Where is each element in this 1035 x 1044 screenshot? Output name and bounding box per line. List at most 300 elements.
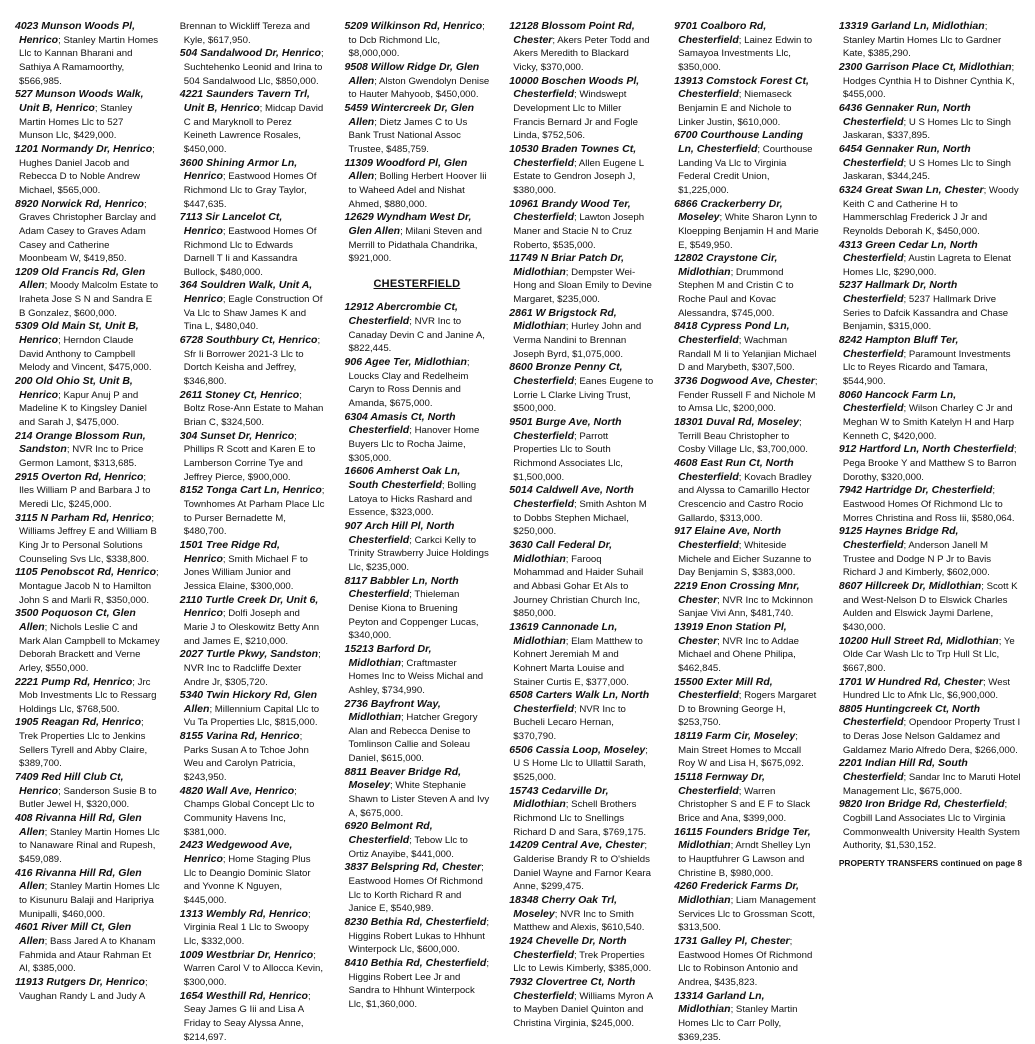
- property-transfer-entry: [180, 539, 325, 594]
- property-transfer-entry: [180, 839, 325, 907]
- property-address: 15213 Barford Dr, Midlothian: [344, 642, 432, 669]
- property-address: 6866 Crackerberry Dr, Moseley: [674, 197, 783, 224]
- transfer-details: ; Sanderson Susie B to Butler Jewel H, $320,000.: [19, 785, 157, 811]
- transfer-details: ; Boltz Rose-Ann Estate to Mahan Brian C, $324,500.: [183, 389, 324, 429]
- transfer-details: ; Vaughan Randy L and Judy A: [19, 976, 148, 1002]
- transfer-details: ; Tebow Llc to Ortiz Anayibe, $441,000.: [348, 835, 468, 860]
- property-transfer-entry: [839, 184, 1022, 239]
- property-address: 5237 Hallmark Dr, North Chesterfield: [838, 279, 958, 306]
- transfer-details: ; Kapur Anuj P and Madeline K to Kingsley Daniel and Sarah J, $475,000.: [19, 389, 147, 429]
- transfer-details: ; Eastwood Homes Of Richmond Llc to Gray Taylor, $447,635.: [183, 171, 317, 210]
- transfer-details: ; Virginia Real 1 Llc to Swoopy Llc, $332,000.: [183, 908, 311, 947]
- property-address: 18348 Cherry Oak Trl, Moseley: [509, 894, 618, 920]
- continued-footer: PROPERTY TRANSFERS continued on page 8: [838, 858, 1023, 869]
- transfer-details: ; Wilson Charley C Jr and Meghan W to Smith Katelyn H and Harp Kenneth C, $420,000.: [842, 403, 1015, 442]
- transfer-details: ; Carkci Kelly to Trinity Strawberry Juice Holdings Llc, $235,000.: [348, 534, 489, 573]
- property-transfer-entry: [180, 279, 325, 334]
- property-address: 1905 Reagan Rd, Henrico: [15, 716, 142, 729]
- property-transfer-entry: [509, 361, 654, 416]
- transfer-details: ; Lawton Joseph Maner and Stacie N to Cruz Roberto, $535,000.: [513, 212, 645, 251]
- transfer-details: ; West Hundred Llc to Afnk Llc, $6,900,000.: [842, 676, 1011, 702]
- property-address: 13919 Enon Station Pl, Chester: [674, 620, 787, 647]
- property-transfer-entry: [509, 416, 654, 484]
- transfer-details: ; Fender Russell F and Nichole M to Amsa Llc, $200,000.: [678, 376, 818, 415]
- transfer-details: ; Parrott Properties Llc to South Richmond Associates Llc, $1,500,000.: [513, 430, 623, 483]
- transfer-details: ; Eagle Construction Of Va Llc to Shaw James K and Tina L, $480,040.: [183, 294, 323, 333]
- property-address: 9125 Haynes Bridge Rd, Chesterfield: [838, 525, 959, 551]
- property-transfer-entry: [345, 356, 490, 411]
- property-transfer-entry: [509, 143, 654, 198]
- transfer-details: ; NVR Inc to Bucheli Lecaro Hernan, $370,790.: [513, 703, 626, 743]
- property-transfer-entry: [15, 676, 160, 717]
- property-transfer-entry: [674, 580, 819, 621]
- transfer-details: ; NVR Inc to Smith Matthew and Alexis, $610,540.: [513, 908, 645, 934]
- transfer-details: ; Suchtehenko Leonid and Irina to 504 Sandalwood Llc, $850,000.: [183, 48, 324, 87]
- transfer-details: ; Midcap David C and Maryknoll to Perez Keineth Lawrence Rosales, $450,000.: [183, 102, 324, 155]
- property-transfer-entry: [15, 375, 160, 430]
- transfer-details: ; Herndon Claude David Anthony to Campbell Melody and Vincent, $475,000.: [19, 335, 152, 374]
- property-transfer-entry: [345, 20, 490, 61]
- transfer-details: ; Scott K and West-Nelson D to Elswick Charles Aulden and Elswick Jaymi Darlene, $430,000.: [842, 580, 1018, 633]
- property-transfer-entry: [345, 520, 490, 575]
- transfer-details: ; Millennium Capital Llc to Vu Ta Properties Llc, $815,000.: [183, 703, 320, 729]
- property-transfer-entry: [15, 198, 160, 266]
- property-address: 10000 Boschen Woods Pl, Chesterfield: [509, 74, 640, 101]
- property-address: 11309 Woodford Pl, Glen Allen: [344, 156, 468, 183]
- transfer-details: ; Stanley Martin Homes Llc to Kisunuru Balaji and Haripriya Munipalli, $460,000.: [19, 881, 160, 920]
- listing-column: [664, 20, 829, 1043]
- property-transfer-entry: [509, 621, 654, 689]
- property-address: 2219 Enon Crossing Mnr, Chester: [674, 579, 800, 606]
- property-transfer-entry: [674, 621, 819, 676]
- property-transfer-entry: [839, 703, 1022, 758]
- property-transfer-entry: [180, 484, 325, 539]
- property-address: 8805 Huntingcreek Ct, North Chesterfield: [838, 702, 981, 729]
- transfer-details: ; NVR Inc to Addae Michael and Ohene Philipa, $462,845.: [678, 635, 800, 674]
- property-transfer-entry: [15, 867, 160, 922]
- property-address: 6454 Gennaker Run, North Chesterfield: [838, 142, 971, 169]
- property-transfer-entry: [509, 539, 654, 621]
- transfer-details: ; Austin Lagreta to Elenat Homes Llc, $290,000.: [842, 253, 1012, 278]
- property-transfer-entry: [15, 566, 160, 607]
- property-transfer-entry: [345, 957, 490, 1012]
- transfer-details: ; Stanley Martin Homes Llc to Nanaware Rinal and Rupesh, $459,089.: [19, 826, 160, 866]
- transfer-details: ; Main Street Homes to Mccall Roy W and Lisa H, $675,092.: [678, 731, 804, 770]
- property-address: 2736 Bayfront Way, Midlothian: [344, 697, 441, 724]
- property-address: 8811 Beaver Bridge Rd, Moseley: [344, 765, 462, 792]
- property-transfer-entry: [674, 935, 819, 990]
- transfer-details: ; Cogbill Land Associates Llc to Virginia Commonwealth University Health System Authority, $1,530,152.: [842, 799, 1020, 852]
- transfer-details: ; Eastwood Homes Of Richmond Llc to Robinson Antonio and Andrea, $435,823.: [678, 935, 813, 988]
- property-transfer-entry: [674, 129, 819, 197]
- property-address: 1501 Tree Ridge Rd, Henrico: [179, 538, 280, 565]
- property-address: 527 Munson Woods Walk, Unit B, Henrico: [15, 88, 144, 114]
- property-address: 912 Hartford Ln, North Chesterfield: [838, 443, 1014, 456]
- transfer-details: ; U S Homes Llc to Singh Jaskaran, $344,245.: [842, 157, 1012, 183]
- property-transfer-entry: [839, 20, 1022, 61]
- property-address: 6700 Courthouse Landing Ln, Chesterfield: [674, 129, 803, 155]
- transfer-details: ; Wachman Randall M Ii to Yelanjian Michael D and Marybeth, $307,500.: [678, 335, 817, 374]
- property-transfer-entry: [15, 320, 160, 375]
- property-address: 2221 Pump Rd, Henrico: [15, 675, 133, 688]
- transfer-details: ; Jrc Mob Investments Llc to Ressarg Holdings Llc, $768,500.: [19, 676, 157, 715]
- property-transfer-entry: [180, 334, 325, 389]
- transfer-details: ; Phillips R Scott and Karen E to Lamberson Corrine Tye and Jeffrey Pierce, $900,000.: [183, 430, 316, 483]
- property-transfer-entry: [674, 252, 819, 320]
- property-transfer-entry: [345, 465, 490, 520]
- property-transfer-entry: [180, 157, 325, 212]
- transfer-details: ; Woody Keith C and Catherine H to Hammerschlag Frederick J Jr and Reynolds Deborah K, $450,000.: [842, 184, 1019, 237]
- property-transfer-entry: [839, 525, 1022, 580]
- property-address: 9701 Coalboro Rd, Chesterfield: [674, 20, 767, 46]
- property-address: 5209 Wilkinson Rd, Henrico: [344, 20, 483, 32]
- listing-column: [499, 20, 664, 1029]
- property-transfer-entry: [839, 757, 1022, 798]
- property-transfer-entry: [839, 580, 1022, 635]
- property-transfer-entry: [180, 990, 325, 1044]
- property-transfer-entry: [674, 375, 819, 416]
- property-transfer-entry: [674, 416, 819, 457]
- property-address: 1731 Galley Pl, Chester: [674, 934, 790, 947]
- property-transfer-entry: [180, 88, 325, 156]
- transfer-details: ; Bolling Herbert Hoover Iii to Waheed Adel and Nishat Ahmed, $880,000.: [348, 171, 487, 210]
- property-transfer-entry: [180, 20, 325, 47]
- property-transfer-entry: [180, 594, 325, 649]
- property-address: 3837 Belspring Rd, Chester: [344, 861, 482, 874]
- property-address: 416 Rivanna Hill Rd, Glen Allen: [15, 866, 142, 893]
- property-address: 8152 Tonga Cart Ln, Henrico: [179, 484, 322, 497]
- property-address: 906 Agee Ter, Midlothian: [344, 356, 467, 369]
- transfer-details: ; Loucks Clay and Redelheim Caryn to Ross Dennis and Amanda, $675,000.: [348, 357, 470, 410]
- property-address: 1105 Penobscot Rd, Henrico: [15, 566, 157, 579]
- property-transfer-entry: [345, 301, 490, 356]
- transfer-details: ; 5237 Hallmark Drive Series to Dafcik Kassandra and Chase Benjamin, $315,000.: [842, 294, 1009, 333]
- property-address: 9508 Willow Ridge Dr, Glen Allen: [344, 60, 480, 87]
- property-address: 15743 Cedarville Dr, Midlothian: [509, 784, 609, 811]
- section-heading: CHESTERFIELD: [373, 277, 461, 290]
- property-address: 12128 Blossom Point Rd, Chester: [509, 20, 635, 46]
- property-transfer-entry: [180, 47, 325, 88]
- property-address: 13314 Garland Ln, Midlothian: [674, 989, 765, 1016]
- property-address: 2915 Overton Rd, Henrico: [15, 470, 144, 483]
- transfer-details: ; Stanley Martin Homes Llc to Gardner Kate, $385,290.: [842, 21, 1002, 60]
- property-address: 13913 Comstock Forest Ct, Chesterfield: [674, 74, 809, 101]
- property-transfer-entry: [345, 61, 490, 102]
- transfer-details: ; Sandar Inc to Maruti Hotel Management Llc, $675,000.: [842, 772, 1021, 797]
- listing-column: [335, 20, 500, 1010]
- property-transfer-entry: [180, 689, 325, 730]
- property-transfer-entry: [674, 20, 819, 75]
- property-address: 6436 Gennaker Run, North Chesterfield: [838, 101, 971, 128]
- property-transfer-entry: [509, 976, 654, 1031]
- property-address: 8418 Cypress Pond Ln, Chesterfield: [674, 320, 790, 347]
- property-transfer-entry: [15, 266, 160, 321]
- transfer-details: ; Elam Matthew to Kohnert Jeremiah M and Kohnert Marta Louise and Stainer Curtis E, $377,000.: [513, 635, 643, 688]
- transfer-details: ; Iles William P and Barbara J to Meredi Llc, $245,000.: [19, 471, 151, 510]
- property-transfer-entry: [674, 525, 819, 580]
- transfer-details: ; Eastwood Homes Of Richmond Llc to Edwards Darnell T Ii and Kassandra Bullock, $480,000.: [183, 225, 317, 278]
- property-transfer-entry: [674, 198, 819, 253]
- property-transfer-entry: [509, 20, 654, 75]
- property-transfer-entry: [509, 252, 654, 307]
- property-address: 1313 Wembly Rd, Henrico: [179, 907, 308, 920]
- property-transfer-entry: [839, 443, 1022, 484]
- transfer-details: ; Hodges Cynthia H to Dishner Cynthia K, $455,000.: [842, 61, 1015, 101]
- transfer-details: ; Liam Management Services Llc to Grossman Scott, $313,500.: [678, 895, 816, 934]
- property-address: 2423 Wedgewood Ave, Henrico: [179, 839, 293, 866]
- transfer-details: ; Nichols Leslie C and Mark Alan Campbell to Mckamey Deborah Brackett and Verne Arley, $550,000.: [19, 621, 160, 674]
- property-address: 12912 Abercrombie Ct, Chesterfield: [344, 301, 458, 328]
- property-transfer-entry: [15, 976, 160, 1003]
- property-transfer-entry: [839, 239, 1022, 280]
- transfer-details: ; Allen Eugene L Estate to Gendron Joseph J, $380,000.: [513, 157, 644, 196]
- transfer-details: ; NVR Inc to Radcliffe Dexter Andre Jr, $305,720.: [183, 649, 321, 688]
- property-address: 8242 Hampton Bluff Ter, Chesterfield: [838, 334, 959, 360]
- property-transfer-entry: [839, 798, 1022, 853]
- property-transfer-entry: [15, 512, 160, 567]
- property-address: 6506 Cassia Loop, Moseley: [509, 743, 646, 756]
- transfer-details: ; Stanley Martin Homes Llc to 527 Munson Llc, $429,000.: [19, 102, 133, 142]
- property-address: 9501 Burge Ave, North Chesterfield: [509, 416, 622, 442]
- property-address: 12629 Wyndham West Dr, Glen Allen: [344, 211, 472, 237]
- transfer-details: ; Courthouse Landing Va Llc to Virginia Federal Credit Union, $1,225,000.: [678, 143, 813, 196]
- property-transfer-entry: [839, 484, 1022, 525]
- property-address: 3630 Call Federal Dr, Midlothian: [509, 538, 613, 565]
- property-address: 6728 Southbury Ct, Henrico: [179, 334, 318, 347]
- transfer-details: ; Lainez Edwin to Samayoa Investments Llc, $350,000.: [678, 34, 813, 73]
- transfer-details: ; NVR Inc to Canaday Devin C and Janine A, $822,445.: [348, 316, 485, 355]
- listing-column: [170, 20, 335, 1043]
- property-transfer-entry: [674, 771, 819, 826]
- transfer-details: ; Thieleman Denise Kiona to Bruening Peyton and Coppenger Lucas, $340,000.: [348, 589, 479, 642]
- transfer-details: ; Moody Malcolm Estate to Iraheta Jose S N and Sandra E B Gonzalez, $600,000.: [19, 280, 159, 319]
- transfer-details: ; U S Homes Llc to Singh Jaskaran, $337,895.: [842, 116, 1012, 142]
- property-transfer-entry: [345, 861, 490, 916]
- property-transfer-entry: [509, 839, 654, 894]
- property-transfer-entry: [15, 20, 160, 88]
- property-address: 1009 Westbriar Dr, Henrico: [179, 948, 314, 961]
- property-address: 2300 Garrison Place Ct, Midlothian: [838, 60, 1012, 73]
- property-transfer-entry: [345, 916, 490, 957]
- transfer-details: ; Dempster Wei-Hong and Sloan Emily to Devine Margaret, $235,000.: [513, 266, 652, 306]
- transfer-details: ; Galderise Brandy R to O'shields Daniel Wayne and Farnor Keara Anne, $299,475.: [513, 840, 651, 893]
- transfer-details: ; Arndt Shelley Lyn to Hauptfuhrer G Lawson and Christine B, $980,000.: [678, 840, 811, 879]
- transfer-details: ; Dolfi Joseph and Marie J to Oleskowitz Betty Ann and James E, $210,000.: [183, 608, 320, 647]
- property-transfer-entry: [15, 88, 160, 143]
- property-address: 8920 Norwick Rd, Henrico: [15, 197, 144, 210]
- transfer-details: ; Eastwood Homes Of Richmond Llc to Morres Christina and Ross Iii, $580,064.: [842, 485, 1015, 524]
- property-transfer-entry: [509, 744, 654, 785]
- transfer-details: ; Smith Michael F to Jones William Junior and Jessica Elaine, $300,000.: [183, 553, 308, 592]
- transfer-details: ; Williams Jeffrey E and William B King Jr to Personal Solutions Counseling Svs Llc, $338,800.: [19, 512, 157, 565]
- property-transfer-entry: [180, 908, 325, 949]
- transfer-details: ; Eanes Eugene to Lorrie L Clarke Living Trust, $500,000.: [513, 376, 654, 415]
- property-transfer-entry: [15, 143, 160, 198]
- property-address: 1201 Normandy Dr, Henrico: [15, 142, 153, 155]
- property-transfer-entry: [180, 949, 325, 990]
- property-address: 15500 Exter Mill Rd, Chesterfield: [674, 675, 773, 702]
- property-transfer-entry: [180, 389, 325, 430]
- property-transfer-entry: [509, 198, 654, 253]
- property-transfer-entry: [674, 826, 819, 881]
- property-address: 907 Arch Hill Pl, North Chesterfield: [344, 519, 455, 546]
- property-address: 2861 W Brigstock Rd, Midlothian: [509, 306, 617, 333]
- transfer-details: ; Pega Brooke Y and Matthew S to Barron Dorothy, $320,000.: [842, 444, 1017, 483]
- transfer-details: ; Graves Christopher Barclay and Adam Casey to Graves Adam Casey and Catherine Moonbeam W, $419,850.: [19, 198, 156, 265]
- property-transfer-entry: [345, 102, 490, 157]
- property-address: 3736 Dogwood Ave, Chester: [674, 375, 815, 388]
- transfer-details: ; Champs Global Concept Llc to Community Havens Inc, $381,000.: [183, 785, 315, 838]
- property-address: 364 Souldren Walk, Unit A, Henrico: [179, 279, 313, 306]
- property-transfer-entry: [839, 279, 1022, 334]
- property-transfer-entry: [345, 698, 490, 766]
- property-address: 4023 Munson Woods Pl, Henrico: [15, 20, 135, 46]
- property-transfer-entry: [345, 411, 490, 466]
- property-address: 6324 Great Swan Ln, Chester: [838, 183, 984, 196]
- property-address: 6920 Belmont Rd, Chesterfield: [344, 820, 433, 847]
- property-address: 4313 Green Cedar Ln, North Chesterfield: [838, 238, 978, 265]
- property-address: 1701 W Hundred Rd, Chester: [838, 675, 983, 688]
- property-address: 214 Orange Blossom Run, Sandston: [15, 429, 146, 456]
- transfer-details: ; Stanley Martin Homes Llc to Carr Polly, $369,235.: [678, 1004, 798, 1043]
- property-address: 10961 Brandy Wood Ter, Chesterfield: [509, 197, 631, 224]
- property-address: 11749 N Briar Patch Dr, Midlothian: [509, 252, 625, 278]
- property-transfer-entry: [674, 730, 819, 771]
- property-address: 16115 Founders Bridge Ter, Midlothian: [674, 825, 811, 852]
- transfer-details: ; Farooq Mohammad and Haider Suhail and Abbasi Gohar Et Als to Journey Christian Church Inc, $850,000.: [513, 553, 644, 620]
- property-address: 18301 Duval Rd, Moseley: [674, 416, 799, 429]
- property-transfer-entry: [839, 143, 1022, 184]
- transfer-details: ; Terrill Beau Christopher to Cosby Village Llc, $3,700,000.: [678, 417, 808, 456]
- transfer-details: ; Bolling Latoya to Hicks Rashard and Essence, $323,000.: [348, 480, 477, 519]
- property-address: 304 Sunset Dr, Henrico: [179, 429, 295, 442]
- transfer-details: ; Akers Peter Todd and Akers Meredith to Blackard Vicky, $370,000.: [513, 34, 650, 73]
- property-transfer-entry: [509, 894, 654, 935]
- transfer-details: ; Ye Olde Car Wash Llc to Trp Hull St Llc, $667,800.: [842, 635, 1015, 674]
- transfer-details: ; Windswept Development Llc to Miller Francis Bernard Jr and Fogle Linda, $752,506.: [513, 89, 638, 142]
- property-transfer-entry: [674, 880, 819, 935]
- property-transfer-entry: [839, 334, 1022, 389]
- transfer-details: ; Hughes Daniel Jacob and Rebecca D to Noble Andrew Michael, $565,000.: [19, 143, 155, 196]
- property-transfer-entry: [15, 921, 160, 976]
- property-transfer-entry: [15, 812, 160, 867]
- property-transfer-entry: [180, 648, 325, 689]
- transfer-details: ; Bass Jared A to Khanam Fahmida and Ataur Rahman Et Al, $385,000.: [19, 935, 156, 975]
- transfer-details: ; Montague Jacob N to Hamilton John S and Marli R, $350,000.: [19, 567, 159, 606]
- property-address: 2611 Stoney Ct, Henrico: [179, 388, 300, 401]
- transfer-details: ; Trek Properties Llc to Lewis Kimberly, $385,000.: [513, 949, 652, 975]
- transfer-details: ; Drummond Stephen M and Cristin C to Roche Paul and Kovac Alessandra, $745,000.: [678, 266, 794, 319]
- property-address: 9820 Iron Bridge Rd, Chesterfield: [838, 798, 1005, 811]
- property-address: 2027 Turtle Pkwy, Sandston: [179, 648, 319, 661]
- property-transfer-entry: [345, 766, 490, 821]
- property-address: 8060 Hancock Farm Ln, Chesterfield: [838, 388, 957, 415]
- transfer-details: ; Alston Gwendolyn Denise to Hauter Mahyoob, $450,000.: [348, 75, 490, 101]
- transfer-details: ; Higgins Robert Lee Jr and Sandra to Hhhunt Winterpock Llc, $1,360,000.: [348, 957, 490, 1010]
- property-address: 6304 Amasis Ct, North Chesterfield: [344, 410, 456, 437]
- property-address: 408 Rivanna Hill Rd, Glen Allen: [15, 812, 142, 838]
- property-address: 12802 Craystone Cir, Midlothian: [674, 252, 778, 278]
- listing-column: [5, 20, 170, 1002]
- property-address: 917 Elaine Ave, North Chesterfield: [674, 525, 782, 551]
- transfer-details: ; Hatcher Gregory Alan and Rebecca Denise to Tomlinson Callie and Soleau Daniel, $615,000.: [348, 712, 478, 765]
- property-transfer-entry: [509, 75, 654, 143]
- transfer-details: ; Hanover Home Buyers Llc to Rocha Jaime, $305,000.: [348, 425, 480, 464]
- property-transfer-entry: [180, 785, 325, 840]
- property-address: 1924 Chevelle Dr, North Chesterfield: [509, 934, 627, 961]
- property-address: 10530 Braden Townes Ct, Chesterfield: [509, 142, 637, 169]
- transfer-details: ; U S Home Llc to Ullattil Sarath, $525,000.: [513, 744, 648, 784]
- property-address: 8117 Babbler Ln, North Chesterfield: [344, 574, 459, 601]
- listing-column: [829, 20, 1032, 990]
- property-transfer-entry: [674, 75, 819, 130]
- transfer-details: ; Dietz James C to Us Bank Trust National Assoc Trustee, $485,759.: [348, 116, 468, 155]
- property-address: 10200 Hull Street Rd, Midlothian: [838, 634, 999, 647]
- property-transfer-entry: [674, 990, 819, 1044]
- property-address: 3500 Poquoson Ct, Glen Allen: [15, 607, 136, 633]
- property-transfer-entry: [180, 730, 325, 785]
- transfer-details: ; Eastwood Homes Of Richmond Llc to Korth Richard R and Janice E, $540,989.: [348, 862, 484, 915]
- property-transfer-entry: [839, 389, 1022, 444]
- transfer-details: ; Warren Christopher S and E F to Slack Brice and Ana, $399,000.: [678, 785, 811, 825]
- transfer-details: ; NVR Inc to Price Germon Lamont, $313,685.: [19, 444, 144, 469]
- transfer-details: ; Schell Brothers Richmond Llc to Snellings Richard D and Sara, $769,175.: [513, 799, 646, 838]
- property-transfer-entry: [345, 643, 490, 698]
- property-address: 1209 Old Francis Rd, Glen Allen: [15, 265, 146, 292]
- property-transfer-entry: [345, 157, 490, 212]
- transfer-details: ; Rogers Margaret D to Browning George H, $253,750.: [678, 690, 817, 729]
- property-address: 5309 Old Main St, Unit B, Henrico: [15, 320, 139, 347]
- property-transfer-entry: [509, 785, 654, 840]
- transfer-details: ; Anderson Janell M Trustee and Dodge N P Jr to Bavis Richard J and Kimberly, $602,000.: [842, 539, 992, 579]
- transfer-details: ; Seay James G Iii and Lisa A Friday to Seay Alyssa Anne, $214,697.: [183, 990, 311, 1043]
- transfer-details: ; Home Staging Plus Llc to Deangio Dominic Slator and Yvonne K Nguyen, $445,000.: [183, 854, 311, 906]
- transfer-details: ; Kovach Bradley and Alyssa to Camarillo Hector Crescencio and Castro Rocio Gallardo, $313,000.: [678, 471, 812, 524]
- property-transfer-entry: [15, 716, 160, 771]
- property-address: 4820 Wall Ave, Henrico: [179, 784, 295, 797]
- property-address: 13319 Garland Ln, Midlothian: [838, 20, 985, 32]
- property-address: 4260 Frederick Farms Dr, Midlothian: [674, 880, 799, 906]
- property-address: 4221 Saunders Tavern Trl, Unit B, Henrico: [179, 88, 310, 114]
- property-transfer-entry: [509, 484, 654, 539]
- property-address: 8230 Bethia Rd, Chesterfield: [344, 916, 487, 928]
- property-address: 4608 East Run Ct, North Chesterfield: [674, 457, 794, 483]
- transfer-details: ; Townhomes At Parham Place Llc to Purser Bernadette M, $480,700.: [183, 485, 325, 538]
- transfer-details: ; White Stephanie Shawn to Lister Steven A and Ivy A, $675,000.: [348, 780, 490, 819]
- transfer-details: ; Paramount Investments Llc to Reyes Ricardo and Tamara, $544,900.: [842, 348, 1011, 388]
- property-transfer-entry: [15, 471, 160, 512]
- transfer-details: ; Hurley John and Verma Nandini to Brennan Joseph Byrd, $1,075,000.: [513, 321, 642, 360]
- property-transfer-entry: [345, 820, 490, 861]
- property-transfer-entry: [15, 607, 160, 675]
- property-transfer-entry: [345, 575, 490, 643]
- property-address: 8410 Bethia Rd, Chesterfield: [344, 956, 487, 969]
- property-address: 8607 Hillcreek Dr, Midlothian: [838, 579, 982, 592]
- property-address: 2201 Indian Hill Rd, South Chesterfield: [838, 757, 968, 784]
- property-transfer-entry: [674, 457, 819, 525]
- property-transfer-entry: [180, 430, 325, 485]
- property-address: 7113 Sir Lancelot Ct, Henrico: [179, 211, 283, 237]
- property-transfer-entry: [839, 635, 1022, 676]
- property-transfer-entry: [839, 102, 1022, 143]
- property-transfer-entry: [839, 676, 1022, 703]
- property-address: 14209 Central Ave, Chester: [509, 839, 645, 852]
- property-address: 4601 River Mill Ct, Glen Allen: [15, 921, 132, 947]
- property-address: 200 Old Ohio St, Unit B, Henrico: [15, 375, 133, 401]
- property-address: 8600 Bronze Penny Ct, Chesterfield: [509, 361, 623, 388]
- transfer-details: ; Sfr Ii Borrower 2021-3 Llc to Dortch Keisha and Jeffrey, $346,800.: [183, 335, 321, 388]
- property-address: 18119 Farm Cir, Moseley: [674, 730, 796, 743]
